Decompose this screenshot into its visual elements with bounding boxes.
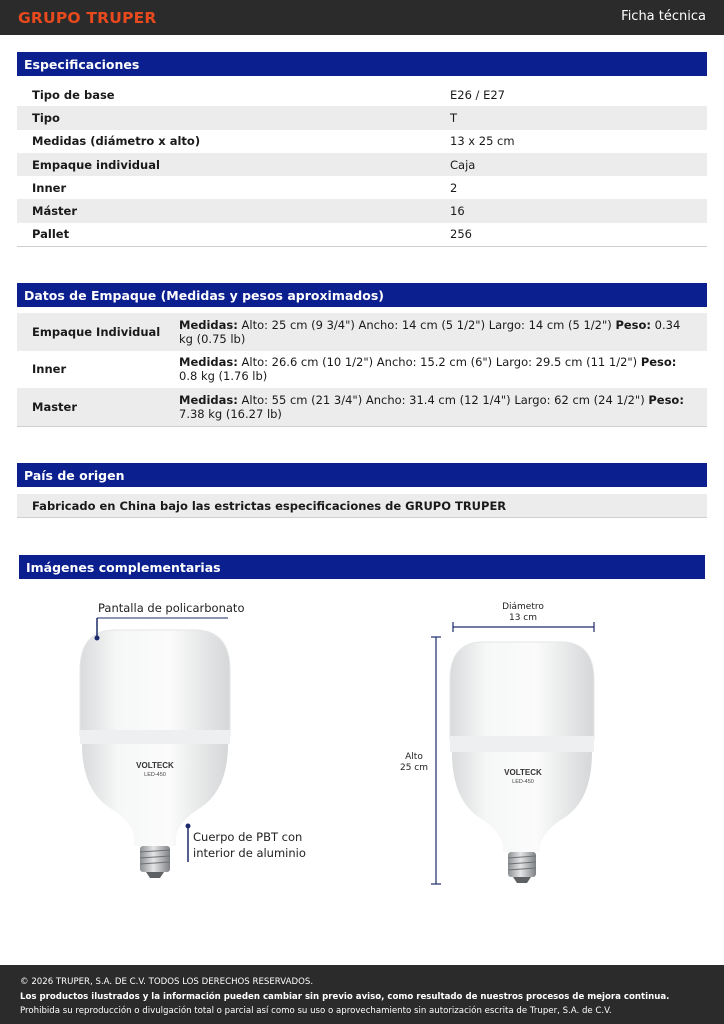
spec-value: 256 xyxy=(450,227,472,242)
table-row xyxy=(17,313,707,351)
table-row xyxy=(17,83,707,106)
specs-table xyxy=(17,83,707,247)
spec-label: Pallet xyxy=(32,227,70,242)
bulb-brand-label: VOLTECK xyxy=(504,768,542,777)
product-illustration xyxy=(0,585,724,905)
weight-value: 7.38 kg (16.27 lb) xyxy=(179,406,282,421)
table-row xyxy=(17,130,707,153)
spec-value: Caja xyxy=(450,157,476,172)
spec-label: Medidas (diámetro x alto) xyxy=(32,134,201,149)
weight-label: Peso: xyxy=(640,355,677,370)
height-label: Alto xyxy=(405,752,423,762)
spec-value: 2 xyxy=(450,180,458,195)
footer-notice: Los productos ilustrados y la información pueden cambiar sin previo aviso, como resultado de nuestros procesos de mejora continua. xyxy=(20,991,670,1002)
callout-top-label: Pantalla de policarbonato xyxy=(98,601,245,615)
packaging-table xyxy=(17,313,707,427)
spec-value: 13 x 25 cm xyxy=(450,134,515,149)
measures-value: Alto: 26.6 cm (10 1/2") Ancho: 15.2 cm (6") Largo: 29.5 cm (11 1/2") xyxy=(241,355,638,370)
table-row xyxy=(17,153,707,176)
diameter-dimension xyxy=(453,602,594,632)
diameter-value: 13 cm xyxy=(508,613,538,623)
package-details xyxy=(179,318,707,346)
origin-text: Fabricado en China bajo las estrictas especificaciones de GRUPO TRUPER xyxy=(17,494,707,518)
package-label: Empaque Individual xyxy=(32,324,161,339)
packaging-section-title: Datos de Empaque (Medidas y pesos aproximados) xyxy=(17,283,707,307)
table-row xyxy=(17,199,707,222)
package-label: Inner xyxy=(32,362,67,377)
footer-copyright: © 2026 TRUPER, S.A. DE C.V. TODOS LOS DERECHOS RESERVADOS. xyxy=(20,977,314,987)
weight-value: 0.8 kg (1.76 lb) xyxy=(179,369,268,384)
measures-label: Medidas: xyxy=(179,317,238,332)
table-row xyxy=(17,106,707,129)
height-dimension xyxy=(400,637,441,884)
document-type: Ficha técnica xyxy=(621,9,706,24)
spec-label: Tipo xyxy=(32,110,60,125)
bulb-model-label: LED-450 xyxy=(144,772,166,778)
weight-label: Peso: xyxy=(615,317,652,332)
table-row xyxy=(17,388,707,426)
spec-label: Tipo de base xyxy=(32,87,115,102)
bulb-right xyxy=(450,642,594,883)
origin-section-title: País de origen xyxy=(17,463,707,487)
spec-value: 16 xyxy=(450,204,465,219)
package-label: Master xyxy=(32,399,78,414)
footer xyxy=(0,965,724,1024)
callout-bottom xyxy=(186,824,306,863)
table-row xyxy=(17,223,707,246)
images-section-title: Imágenes complementarias xyxy=(19,555,705,579)
table-row xyxy=(17,176,707,199)
package-details xyxy=(179,355,707,383)
spec-label: Máster xyxy=(32,204,78,219)
bulb-brand-label: VOLTECK xyxy=(136,761,174,770)
diameter-label: Diámetro xyxy=(502,602,544,612)
brand-logo: GRUPO TRUPER xyxy=(18,9,157,27)
measures-value: Alto: 25 cm (9 3/4") Ancho: 14 cm (5 1/2") Largo: 14 cm (5 1/2") xyxy=(241,317,612,332)
callout-bottom-label-line1: Cuerpo de PBT con xyxy=(193,830,303,844)
package-details xyxy=(179,393,707,421)
callout-bottom-label-line2: interior de aluminio xyxy=(193,846,306,860)
footer-prohibition: Prohibida su reproducción o divulgación total o parcial así como su uso o aprovechamiento sin autorización escrita de Truper, S.A. de C.V. xyxy=(20,1006,612,1017)
measures-label: Medidas: xyxy=(179,355,238,370)
spec-value: E26 / E27 xyxy=(450,87,505,102)
height-value: 25 cm xyxy=(399,763,429,773)
bulb-model-label: LED-450 xyxy=(512,779,534,785)
measures-label: Medidas: xyxy=(179,392,238,407)
top-bar xyxy=(0,0,724,35)
weight-label: Peso: xyxy=(648,392,684,407)
spec-label: Empaque individual xyxy=(32,157,160,172)
specs-section-title: Especificaciones xyxy=(17,52,707,76)
measures-value: Alto: 55 cm (21 3/4") Ancho: 31.4 cm (12 1/4") Largo: 62 cm (24 1/2") xyxy=(241,392,645,407)
table-row xyxy=(17,351,707,389)
spec-label: Inner xyxy=(32,180,67,195)
weight-value: 0.34 kg (0.75 lb) xyxy=(179,317,681,346)
spec-value: T xyxy=(450,110,458,125)
